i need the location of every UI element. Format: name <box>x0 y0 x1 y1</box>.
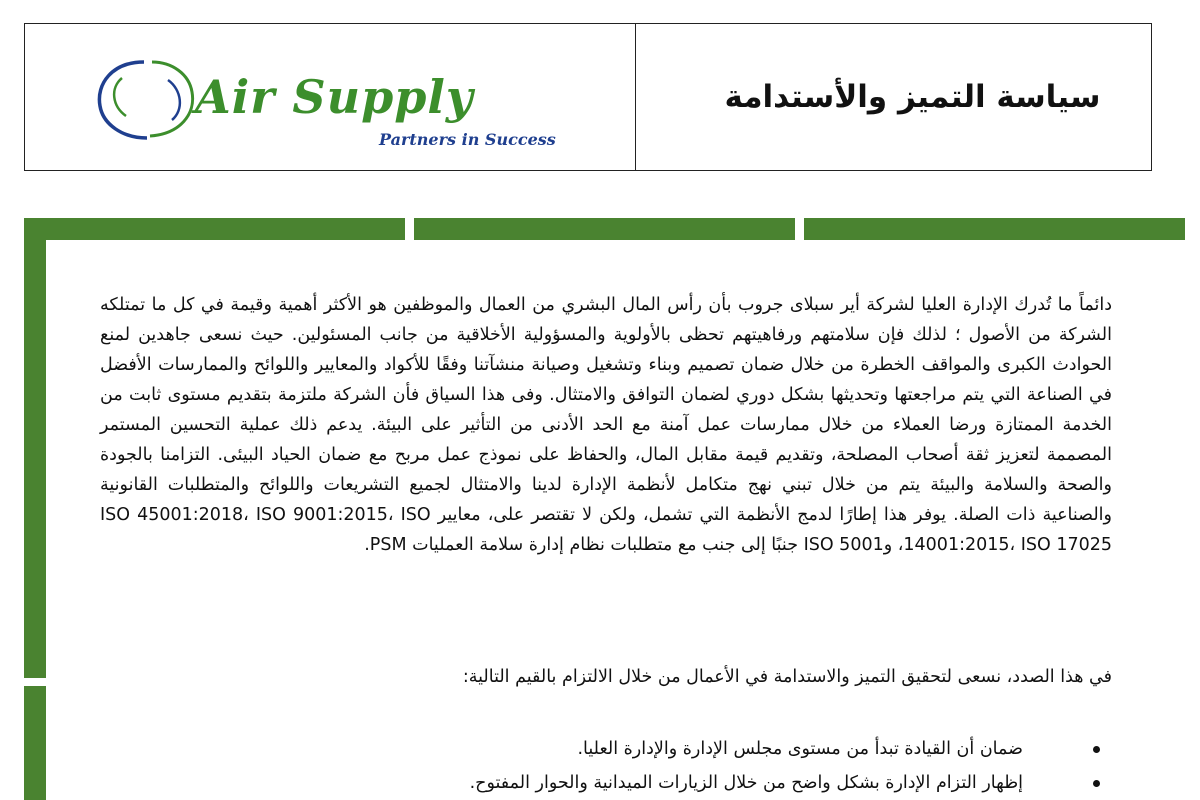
list-item <box>100 732 1112 766</box>
company-logo-icon <box>92 54 202 144</box>
frame-left-segment-2 <box>24 686 46 800</box>
frame-top-segment-2 <box>414 218 795 240</box>
list-item-text: ضمان أن القيادة تبدأ من مستوى مجلس الإدارة والإدارة العليا. <box>577 739 1023 759</box>
values-list <box>100 732 1112 800</box>
logo-cell <box>25 24 636 170</box>
frame-left-segment-1 <box>24 240 46 678</box>
page-title: سياسة التميز والأستدامة <box>724 79 1101 115</box>
bullet-icon <box>1093 780 1100 787</box>
policy-body <box>100 290 1112 560</box>
frame-top-segment-1 <box>24 218 405 240</box>
frame-top-segment-3 <box>804 218 1185 240</box>
values-intro: في هذا الصدد، نسعى لتحقيق التميز والاستدامة في الأعمال من خلال الالتزام بالقيم التالية: <box>462 667 1112 687</box>
title-cell <box>636 24 1151 170</box>
logo-tagline: Partners in Success <box>379 130 556 149</box>
policy-paragraph: دائماً ما تُدرك الإدارة العليا لشركة أير سبلاى جروب بأن رأس المال البشري من العمال والموظفين هو الأكثر أهمية وقيمة في كل ما تمتلكه الشركة من الأصول ؛ لذلك فإن سلامتهم ورفاهيتهم تحظى بالأولوية والمسؤولية الأخلاقية من جانب المسئولين. حيث نسعى جاهدين لمنع الحوادث الكبرى والمواقف الخطرة من خلال ضمان تصميم وبناء وتشغيل وصيانة منشآتنا وفقًا للأكواد والمعايير واللوائح والممارسات الأفضل في الصناعة التي يتم مراجعتها وتحديثها بشكل دوري لضمان التوافق والامتثال. وفى هذا السياق فأن الشركة ملتزمة بتقديم مستوى ثابت من الخدمة الممتازة ورضا العملاء من خلال ممارسات عمل آمنة مع الحد الأدنى من التأثير على البيئة. يدعم ذلك عملية التحسين المستمر المصممة لتعزيز ثقة أصحاب المصلحة، وتقديم قيمة مقابل المال، والحفاظ على نموذج عمل مربح مع ضمان الحياد البيئى. التزامنا بالجودة والصحة والسلامة والبيئة يتم من خلال تبني نهج متكامل لأنظمة الإدارة لدينا والامتثال لجميع التشريعات واللوائح والمتطلبات القانونية والصناعية ذات الصلة. يوفر هذا إطارًا لدمج الأنظمة التي تشمل، ولكن لا تقتصر على، معايير ISO 45001:2018، ISO 9001:2015، ISO 14001:2015، ISO 17025، وISO 5001 جنبًا إلى جنب مع متطلبات نظام إدارة سلامة العمليات PSM. <box>100 295 1112 555</box>
list-item-text: إظهار التزام الإدارة بشكل واضح من خلال الزيارات الميدانية والحوار المفتوح. <box>469 773 1023 793</box>
logo-brand-text: Air Supply <box>195 70 474 124</box>
bullet-icon <box>1093 746 1100 753</box>
list-item <box>100 766 1112 800</box>
header-table <box>24 23 1152 171</box>
